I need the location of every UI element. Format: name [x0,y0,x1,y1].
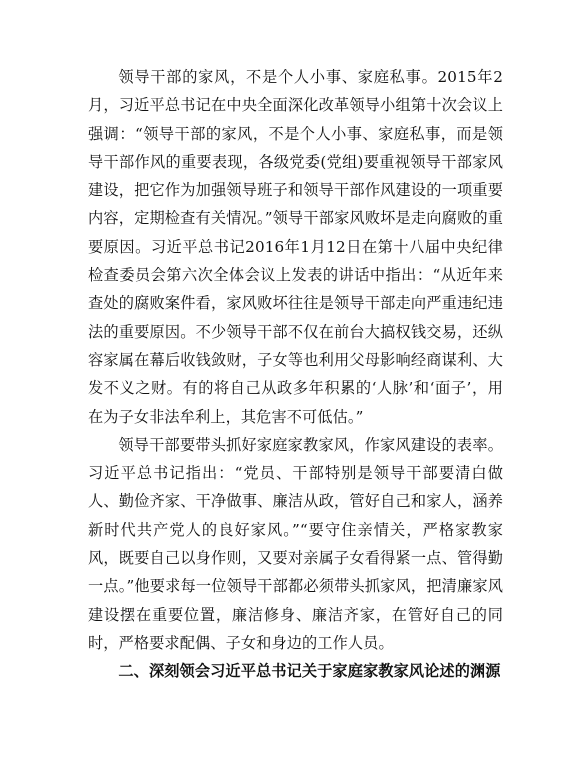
document-body [88,63,503,686]
body-paragraph-2: 领导干部要带头抓好家庭家教家风，作家风建设的表率。习近平总书记指出：“党员、干部特别是领导干部要清白做人、勤俭齐家、干净做事、廉洁从政，管好自己和家人，涵养新时代共产党人的良好家风。”“要守住亲情关，严格家教家风，既要自己以身作则，又要对亲属子女看得紧一点、管得勤一点。”他要求每一位领导干部都必须带头抓家风，把清廉家风建设摆在重要位置，廉洁修身、廉洁齐家，在管好自己的同时，严格要求配偶、子女和身边的工作人员。 [88,435,503,652]
section-heading: 二、深刻领会习近平总书记关于家庭家教家风论述的渊源 [118,662,501,681]
body-paragraph-1: 领导干部的家风，不是个人小事、家庭私事。2015年2月，习近平总书记在中央全面深化改革领导小组第十次会议上强调：“领导干部的家风，不是个人小事、家庭私事，而是领导干部作风的重要表现，各级党委(党组)要重视领导干部家风建设，把它作为加强领导班子和领导干部作风建设的一项重要内容，定期检查有关情况。”领导干部家风败坏是走向腐败的重要原因。习近平总书记2016年1月12日在第十八届中央纪律检查委员会第六次全体会议上发表的讲话中指出：“从近年来查处的腐败案件看，家风败坏往往是领导干部走向严重违纪违法的重要原因。不少领导干部不仅在前台大搞权钱交易，还纵容家属在幕后收钱敛财，子女等也利用父母影响经商谋利、大发不义之财。有的将自己从政多年积累的‘人脉’和‘面子’，用在为子女非法牟利上，其危害不可低估。” [88,68,503,426]
